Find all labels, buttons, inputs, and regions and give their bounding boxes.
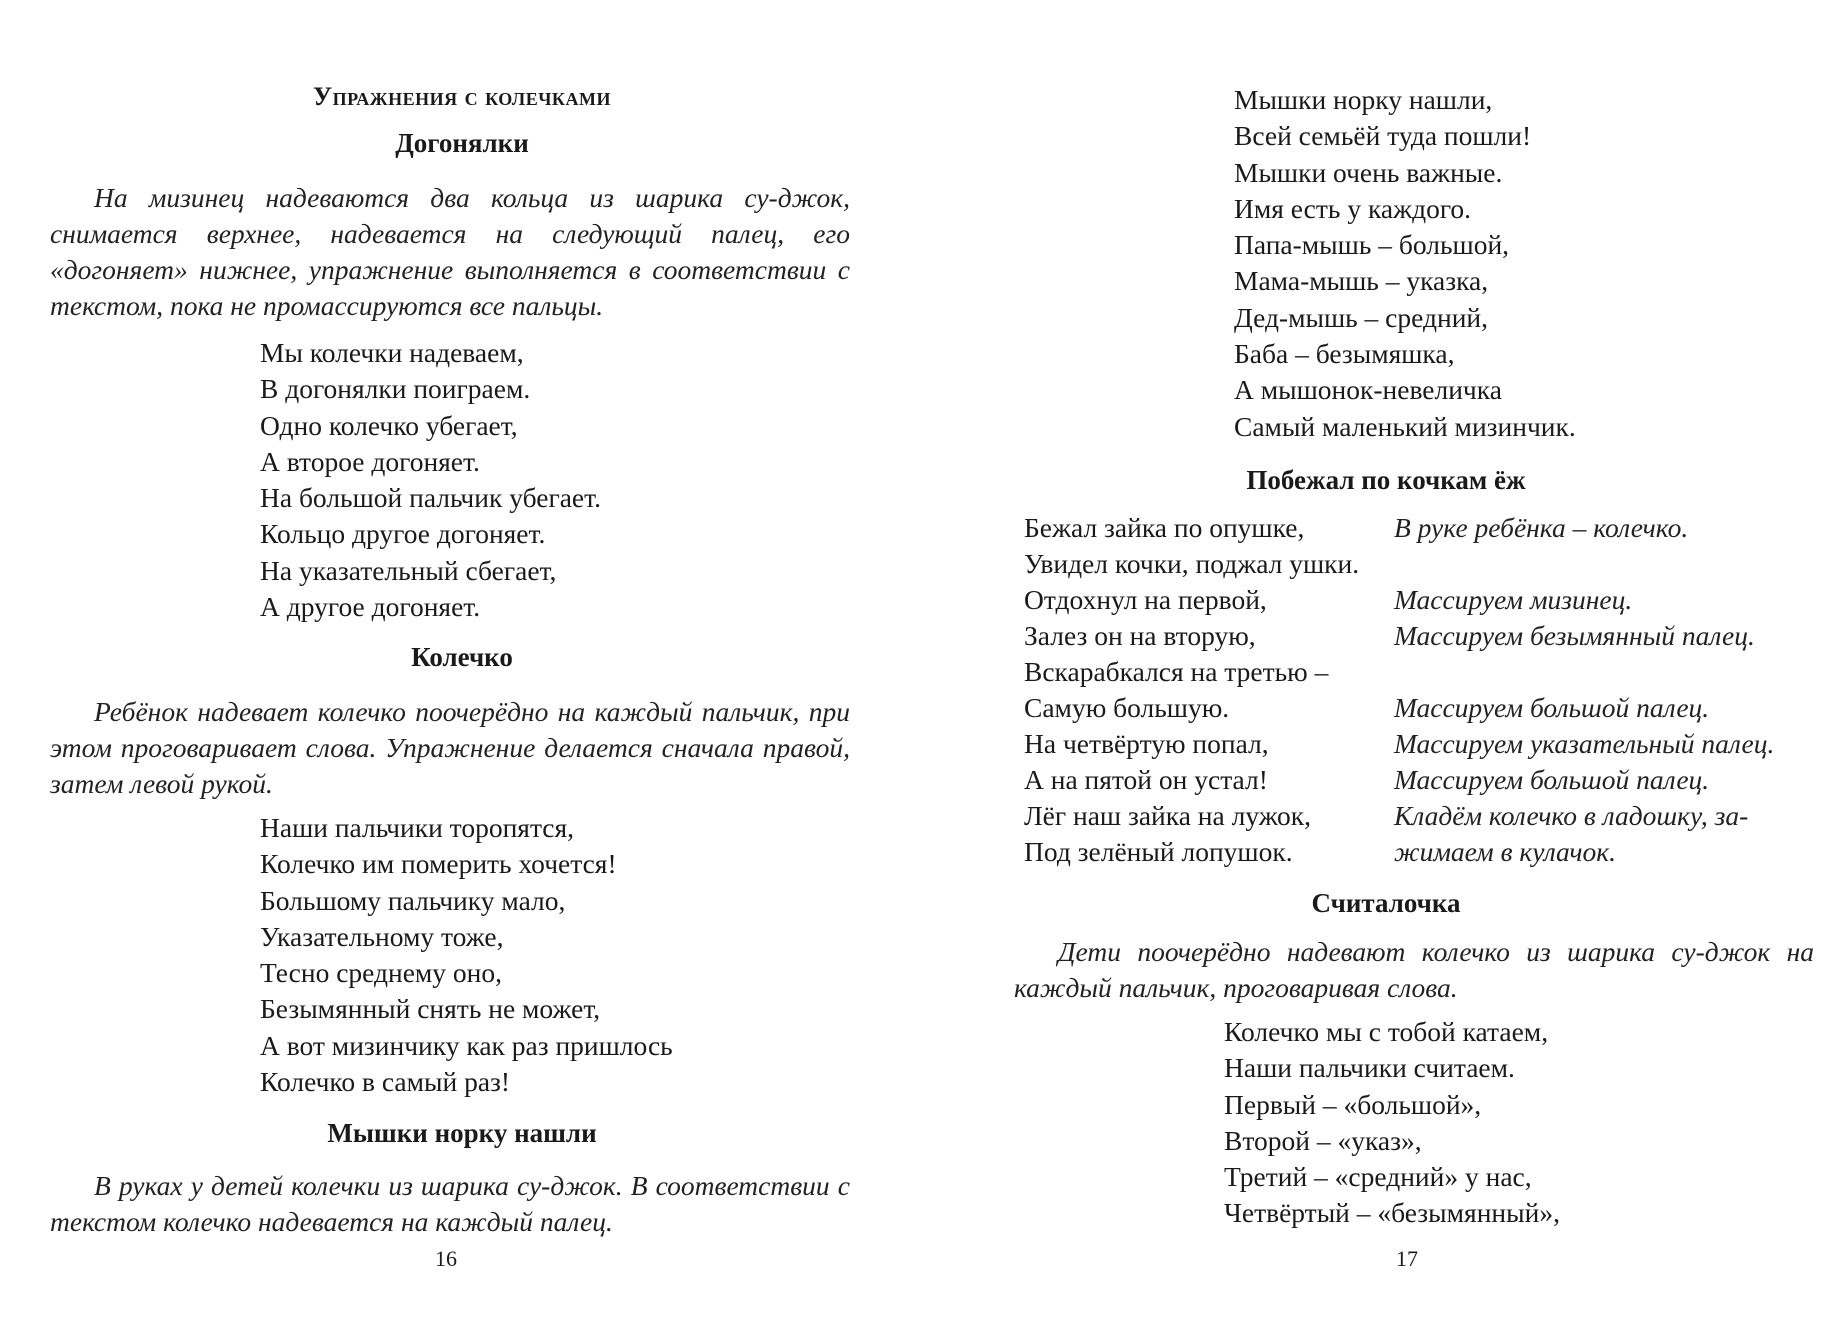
verse-line: На большой пальчик убегает. bbox=[260, 482, 601, 514]
exercise-instruction: На мизинец надеваются два кольца из шарика су-джок, снимается верхнее, надевается на следующий палец, его «догоняет» нижнее, упражнение выполняется в соответствии с текстом, пока не промассируются все пальцы. bbox=[50, 182, 850, 321]
verse-line: Всей семьёй туда пошли! bbox=[1234, 120, 1532, 152]
verse-line: На четвёртую попал, bbox=[1024, 728, 1269, 759]
verse-line: Тесно среднему оно, bbox=[260, 957, 503, 989]
verse-line: Самую большую. bbox=[1024, 692, 1230, 723]
verse-line: Имя есть у каждого. bbox=[1234, 192, 1472, 224]
verse-line: Кольцо другое догоняет. bbox=[260, 518, 546, 550]
verse-note: Массируем указательный палец. bbox=[1394, 728, 1775, 759]
verse-line: На указательный сбегает, bbox=[260, 554, 557, 586]
verse-line: А второе догоняет. bbox=[260, 445, 480, 477]
verse-line: Четвёртый – «безымянный», bbox=[1224, 1197, 1560, 1229]
verse-row bbox=[924, 620, 1848, 656]
verse-line: Самый маленький мизинчик. bbox=[1234, 410, 1576, 442]
verse-line: А вот мизинчику как раз пришлось bbox=[260, 1029, 673, 1061]
verse-line: Папа-мышь – большой, bbox=[1234, 229, 1510, 261]
verse-line: Безымянный снять не может, bbox=[260, 993, 601, 1025]
verse-line: Колечко им померить хочется! bbox=[260, 848, 617, 880]
verse-line: Колечко в самый раз! bbox=[260, 1066, 511, 1098]
verse bbox=[1234, 82, 1576, 445]
section-title: Упражнения с колечками bbox=[313, 82, 611, 111]
verse-row bbox=[924, 584, 1848, 620]
verse-line: А на пятой он устал! bbox=[1024, 764, 1268, 795]
exercise-instruction: Ребёнок надевает колечко поочерёдно на каждый пальчик, при этом проговаривает слова. Упражнение делается сначала правой, затем левой рукой. bbox=[50, 696, 850, 799]
exercise-instruction: В руках у детей колечки из шарика су-джок. В соответствии с текстом колечко надевается на каждый палец. bbox=[50, 1170, 850, 1237]
verse-line: Первый – «большой», bbox=[1224, 1088, 1482, 1120]
exercise-title: Побежал по кочкам ёж bbox=[1246, 465, 1526, 495]
verse-line: Дед-мышь – средний, bbox=[1234, 301, 1488, 333]
verse-note: Массируем большой палец. bbox=[1394, 764, 1710, 795]
verse-note: В руке ребёнка – колечко. bbox=[1394, 512, 1689, 543]
verse-note: Массируем безымянный палец. bbox=[1394, 620, 1755, 651]
exercise-title: Считалочка bbox=[1311, 888, 1461, 918]
verse-line: Одно колечко убегает, bbox=[260, 409, 518, 441]
verse bbox=[1224, 1014, 1560, 1232]
verse-row bbox=[924, 692, 1848, 728]
verse-row bbox=[924, 728, 1848, 764]
right-page bbox=[924, 0, 1848, 1335]
verse-line: Мышки норку нашли, bbox=[1234, 84, 1493, 115]
verse-note: жимаем в кулачок. bbox=[1394, 836, 1617, 867]
verse-line: Отдохнул на первой, bbox=[1024, 584, 1267, 615]
verse-line: Увидел кочки, поджал ушки. bbox=[1024, 548, 1360, 579]
verse-line: Залез он на вторую, bbox=[1024, 620, 1256, 651]
verse-line: А мышонок-невеличка bbox=[1234, 374, 1502, 406]
verse-line: Второй – «указ», bbox=[1224, 1124, 1422, 1156]
verse-line: Мышки очень важные. bbox=[1234, 156, 1503, 188]
exercise-title: Догонялки bbox=[395, 128, 529, 158]
verse-row bbox=[924, 656, 1848, 692]
verse-line: Бежал зайка по опушке, bbox=[1024, 512, 1305, 543]
verse-line: В догонялки поиграем. bbox=[260, 373, 531, 405]
verse-row bbox=[924, 764, 1848, 800]
verse-line: Мы колечки надеваем, bbox=[260, 337, 524, 368]
verse-line: Лёг наш зайка на лужок, bbox=[1024, 800, 1312, 831]
verse-row bbox=[924, 512, 1848, 548]
exercise-title: Колечко bbox=[411, 642, 513, 672]
verse-row bbox=[924, 800, 1848, 836]
verse bbox=[260, 335, 601, 625]
verse-note: Массируем большой палец. bbox=[1394, 692, 1710, 723]
verse-line: Наши пальчики считаем. bbox=[1224, 1052, 1515, 1084]
verse-line: Большому пальчику мало, bbox=[260, 884, 566, 916]
verse-line: Баба – безымяшка, bbox=[1234, 338, 1455, 370]
exercise-title: Мышки норку нашли bbox=[327, 1118, 597, 1148]
page-number: 17 bbox=[1396, 1246, 1418, 1271]
verse-note: Массируем мизинец. bbox=[1394, 584, 1633, 615]
verse-note: Кладём колечко в ладошку, за- bbox=[1394, 800, 1749, 831]
verse-line: Мама-мышь – указка, bbox=[1234, 265, 1489, 297]
verse-line: Вскарабкался на третью – bbox=[1024, 656, 1329, 687]
verse-row bbox=[924, 836, 1848, 872]
exercise-instruction: Дети поочерёдно надевают колечко из шарика су-джок на каждый пальчик, проговаривая слова. bbox=[1014, 936, 1814, 1003]
page-number: 16 bbox=[435, 1246, 457, 1271]
verse-line: А другое догоняет. bbox=[260, 591, 481, 623]
verse bbox=[260, 810, 673, 1100]
verse-line: Наши пальчики торопятся, bbox=[260, 812, 575, 843]
verse-line: Под зелёный лопушок. bbox=[1024, 836, 1293, 867]
verse-line: Колечко мы с тобой катаем, bbox=[1224, 1016, 1549, 1047]
verse-line: Третий – «средний» у нас, bbox=[1224, 1161, 1532, 1193]
verse-row bbox=[924, 548, 1848, 584]
verse-line: Указательному тоже, bbox=[260, 920, 504, 952]
